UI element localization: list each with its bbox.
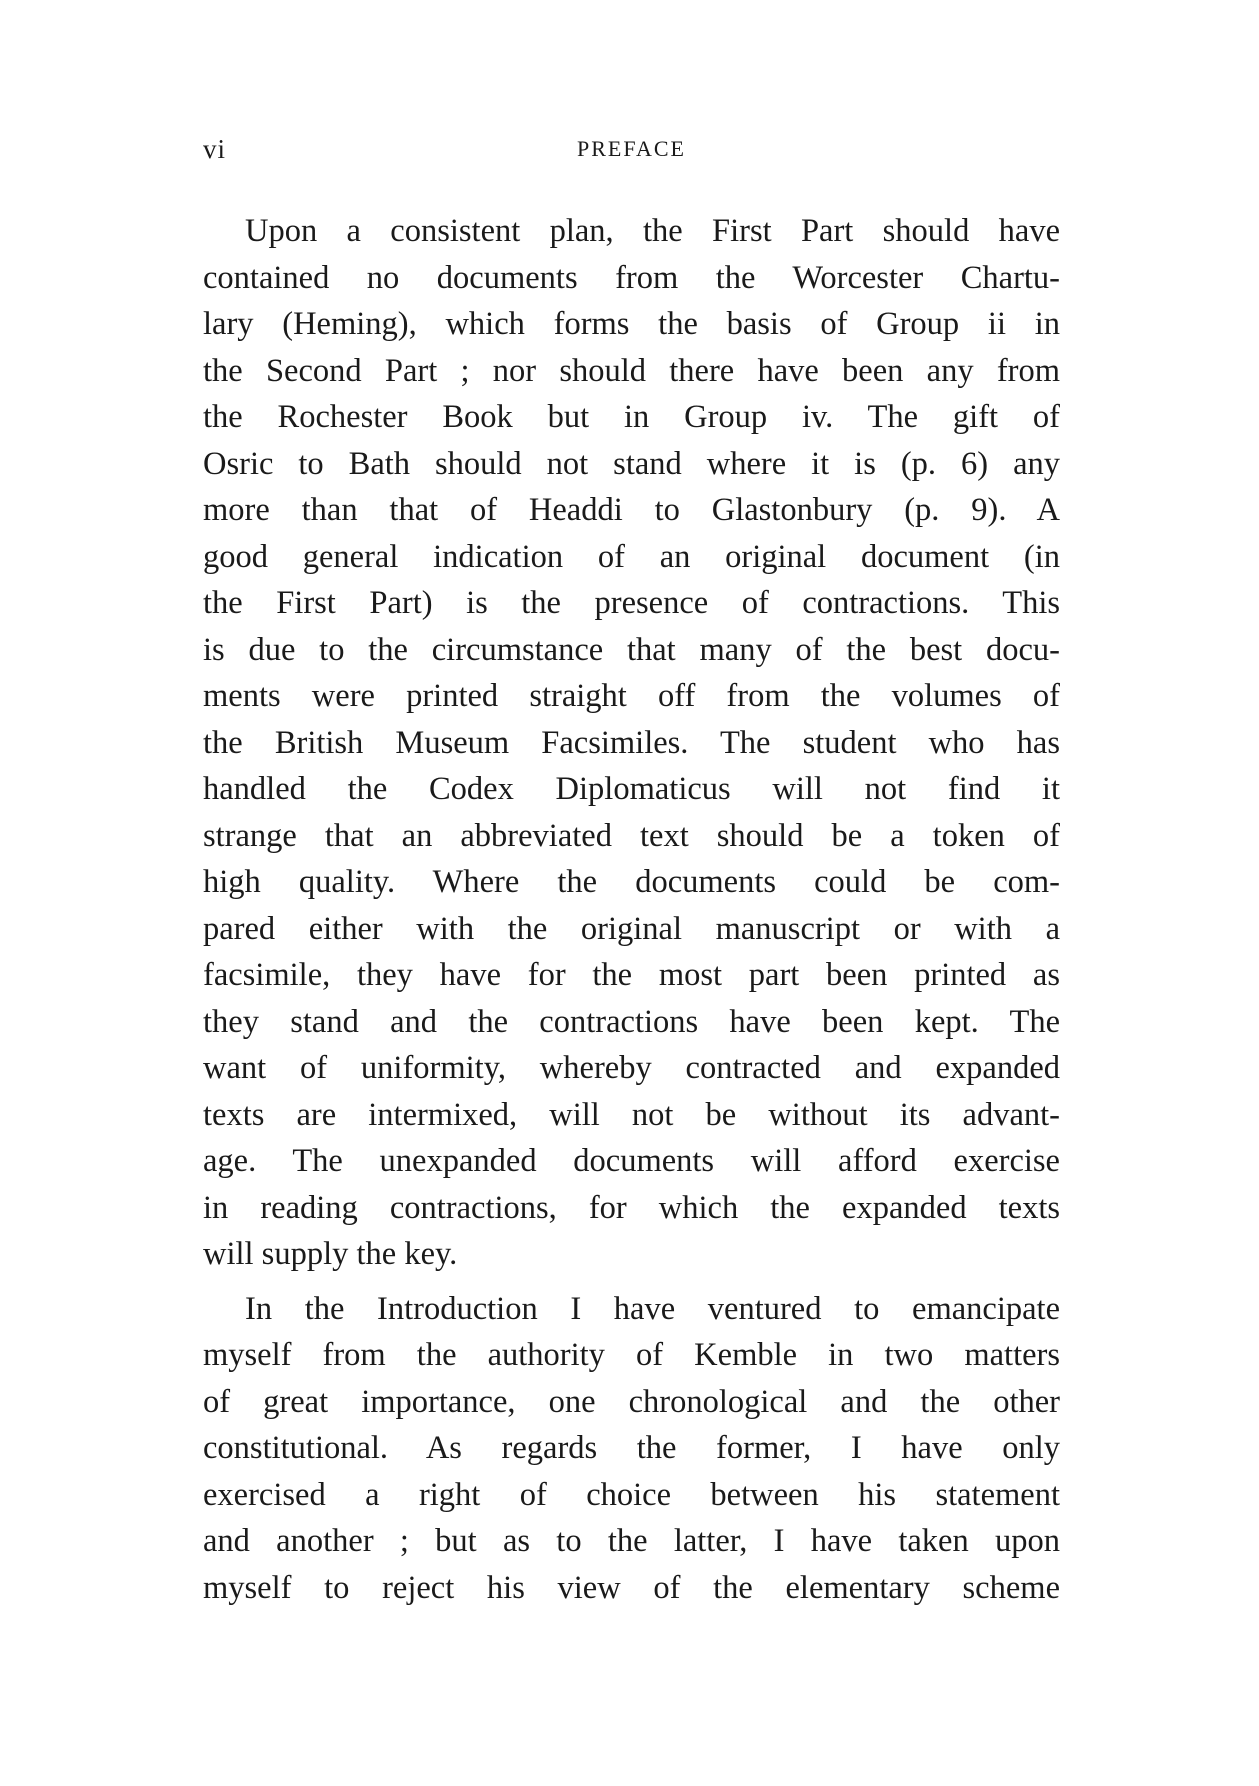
text-line: lary (Heming), which forms the basis of Group ii in [203,306,1060,342]
paragraph-1 [203,208,1060,1278]
text-line: constitutional. As regards the former, I have only [203,1430,1060,1466]
text-line: handled the Codex Diplomaticus will not find it [203,771,1060,807]
text-line: exercised a right of choice between his statement [203,1476,1060,1513]
text-line: ments were printed straight off from the volumes of [203,678,1060,714]
text-line: Upon a consistent plan, the First Part should have [245,213,1060,249]
text-line: myself from the authority of Kemble in two matters [203,1337,1060,1373]
text-line: the First Part) is the presence of contractions. This [203,585,1060,621]
text-line: pared either with the original manuscript or with a [203,910,1060,947]
text-line: and another ; but as to the latter, I have taken upon [203,1523,1060,1559]
page-number: vi [203,134,227,164]
paragraph-2 [203,1286,1060,1612]
text-line: age. The unexpanded documents will afford exercise [203,1143,1060,1179]
text-line: good general indication of an original document (in [203,538,1060,575]
text-line: facsimile, they have for the most part been printed as [203,957,1060,993]
text-line: will supply the key. [203,1236,458,1272]
text-line: of great importance, one chronological and the other [203,1383,1060,1420]
body-text [203,208,1060,1611]
text-line: the Rochester Book but in Group iv. The gift of [203,399,1060,435]
text-line: in reading contractions, for which the expanded texts [203,1189,1060,1226]
running-title: PREFACE [577,136,686,161]
running-head [203,134,1060,174]
text-line: the Second Part ; nor should there have been any from [203,352,1060,389]
text-line: more than that of Headdi to Glastonbury (p. 9). A [203,492,1060,528]
text-line: texts are intermixed, will not be without its advant- [203,1096,1060,1133]
text-line: In the Introduction I have ventured to emancipate [245,1290,1060,1327]
text-line: strange that an abbreviated text should be a token of [203,817,1060,854]
text-line: is due to the circumstance that many of the best docu- [203,631,1060,668]
text-line: contained no documents from the Worcester Chartu- [203,259,1060,296]
text-line: they stand and the contractions have been kept. The [203,1003,1060,1040]
text-line: want of uniformity, whereby contracted and expanded [203,1050,1060,1086]
text-line: myself to reject his view of the elementary scheme [203,1569,1060,1606]
paragraph-gap [203,1278,1060,1286]
text-line: high quality. Where the documents could be com- [203,864,1060,900]
text-line: the British Museum Facsimiles. The student who has [203,724,1060,761]
text-line: Osric to Bath should not stand where it is (p. 6) any [203,445,1060,482]
